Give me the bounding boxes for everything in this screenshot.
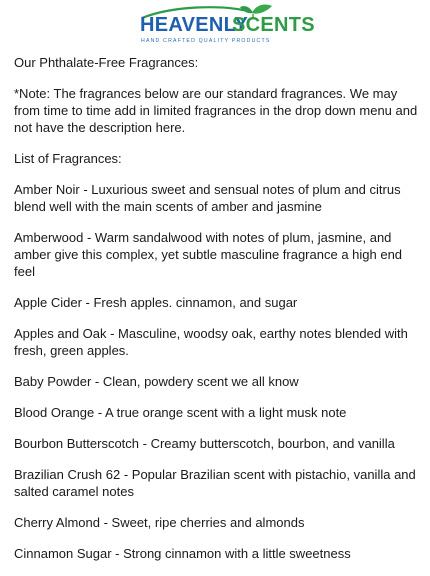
list-heading: List of Fragrances: <box>14 151 122 166</box>
note-paragraph: *Note: The fragrances below are our standard fragrances. We may from time to time add in limited fragrances in the drop down menu and not have the description here. <box>14 86 418 135</box>
logo-word-heavenly: HEAVENLY <box>140 14 248 36</box>
fragrance-item-bourbon-butterscotch: Bourbon Butterscotch - Creamy butterscotch, bourbon, and vanilla <box>14 436 395 451</box>
section-heading: Our Phthalate-Free Fragrances: <box>14 55 199 70</box>
fragrance-description <box>14 54 424 576</box>
fragrance-item-apple-cider: Apple Cider - Fresh apples. cinnamon, and sugar <box>14 295 298 310</box>
fragrance-item-brazilian-crush: Brazilian Crush 62 - Popular Brazilian scent with pistachio, vanilla and salted caramel notes <box>14 467 416 499</box>
fragrance-item-cherry-almond: Cherry Almond - Sweet, ripe cherries and almonds <box>14 515 305 530</box>
fragrance-item-amberwood: Amberwood - Warm sandalwood with notes of plum, jasmine, and amber give this complex, yet subtle masculine fragrance a high end feel <box>14 230 403 279</box>
logo-word-scents: SCENTS <box>232 14 315 36</box>
fragrance-item-blood-orange: Blood Orange - A true orange scent with a light musk note <box>14 405 347 420</box>
fragrance-item-amber-noir: Amber Noir - Luxurious sweet and sensual notes of plum and citrus blend well with the main scents of amber and jasmine <box>14 182 401 214</box>
fragrance-item-apples-and-oak: Apples and Oak - Masculine, woodsy oak, earthy notes blended with fresh, green apples. <box>14 326 408 358</box>
logo-tagline: HAND CRAFTED QUALITY PRODUCTS <box>141 38 271 44</box>
brand-logo <box>0 4 430 48</box>
fragrance-item-cinnamon-sugar: Cinnamon Sugar - Strong cinnamon with a little sweetness <box>14 546 351 561</box>
fragrance-item-baby-powder: Baby Powder - Clean, powdery scent we all know <box>14 374 299 389</box>
